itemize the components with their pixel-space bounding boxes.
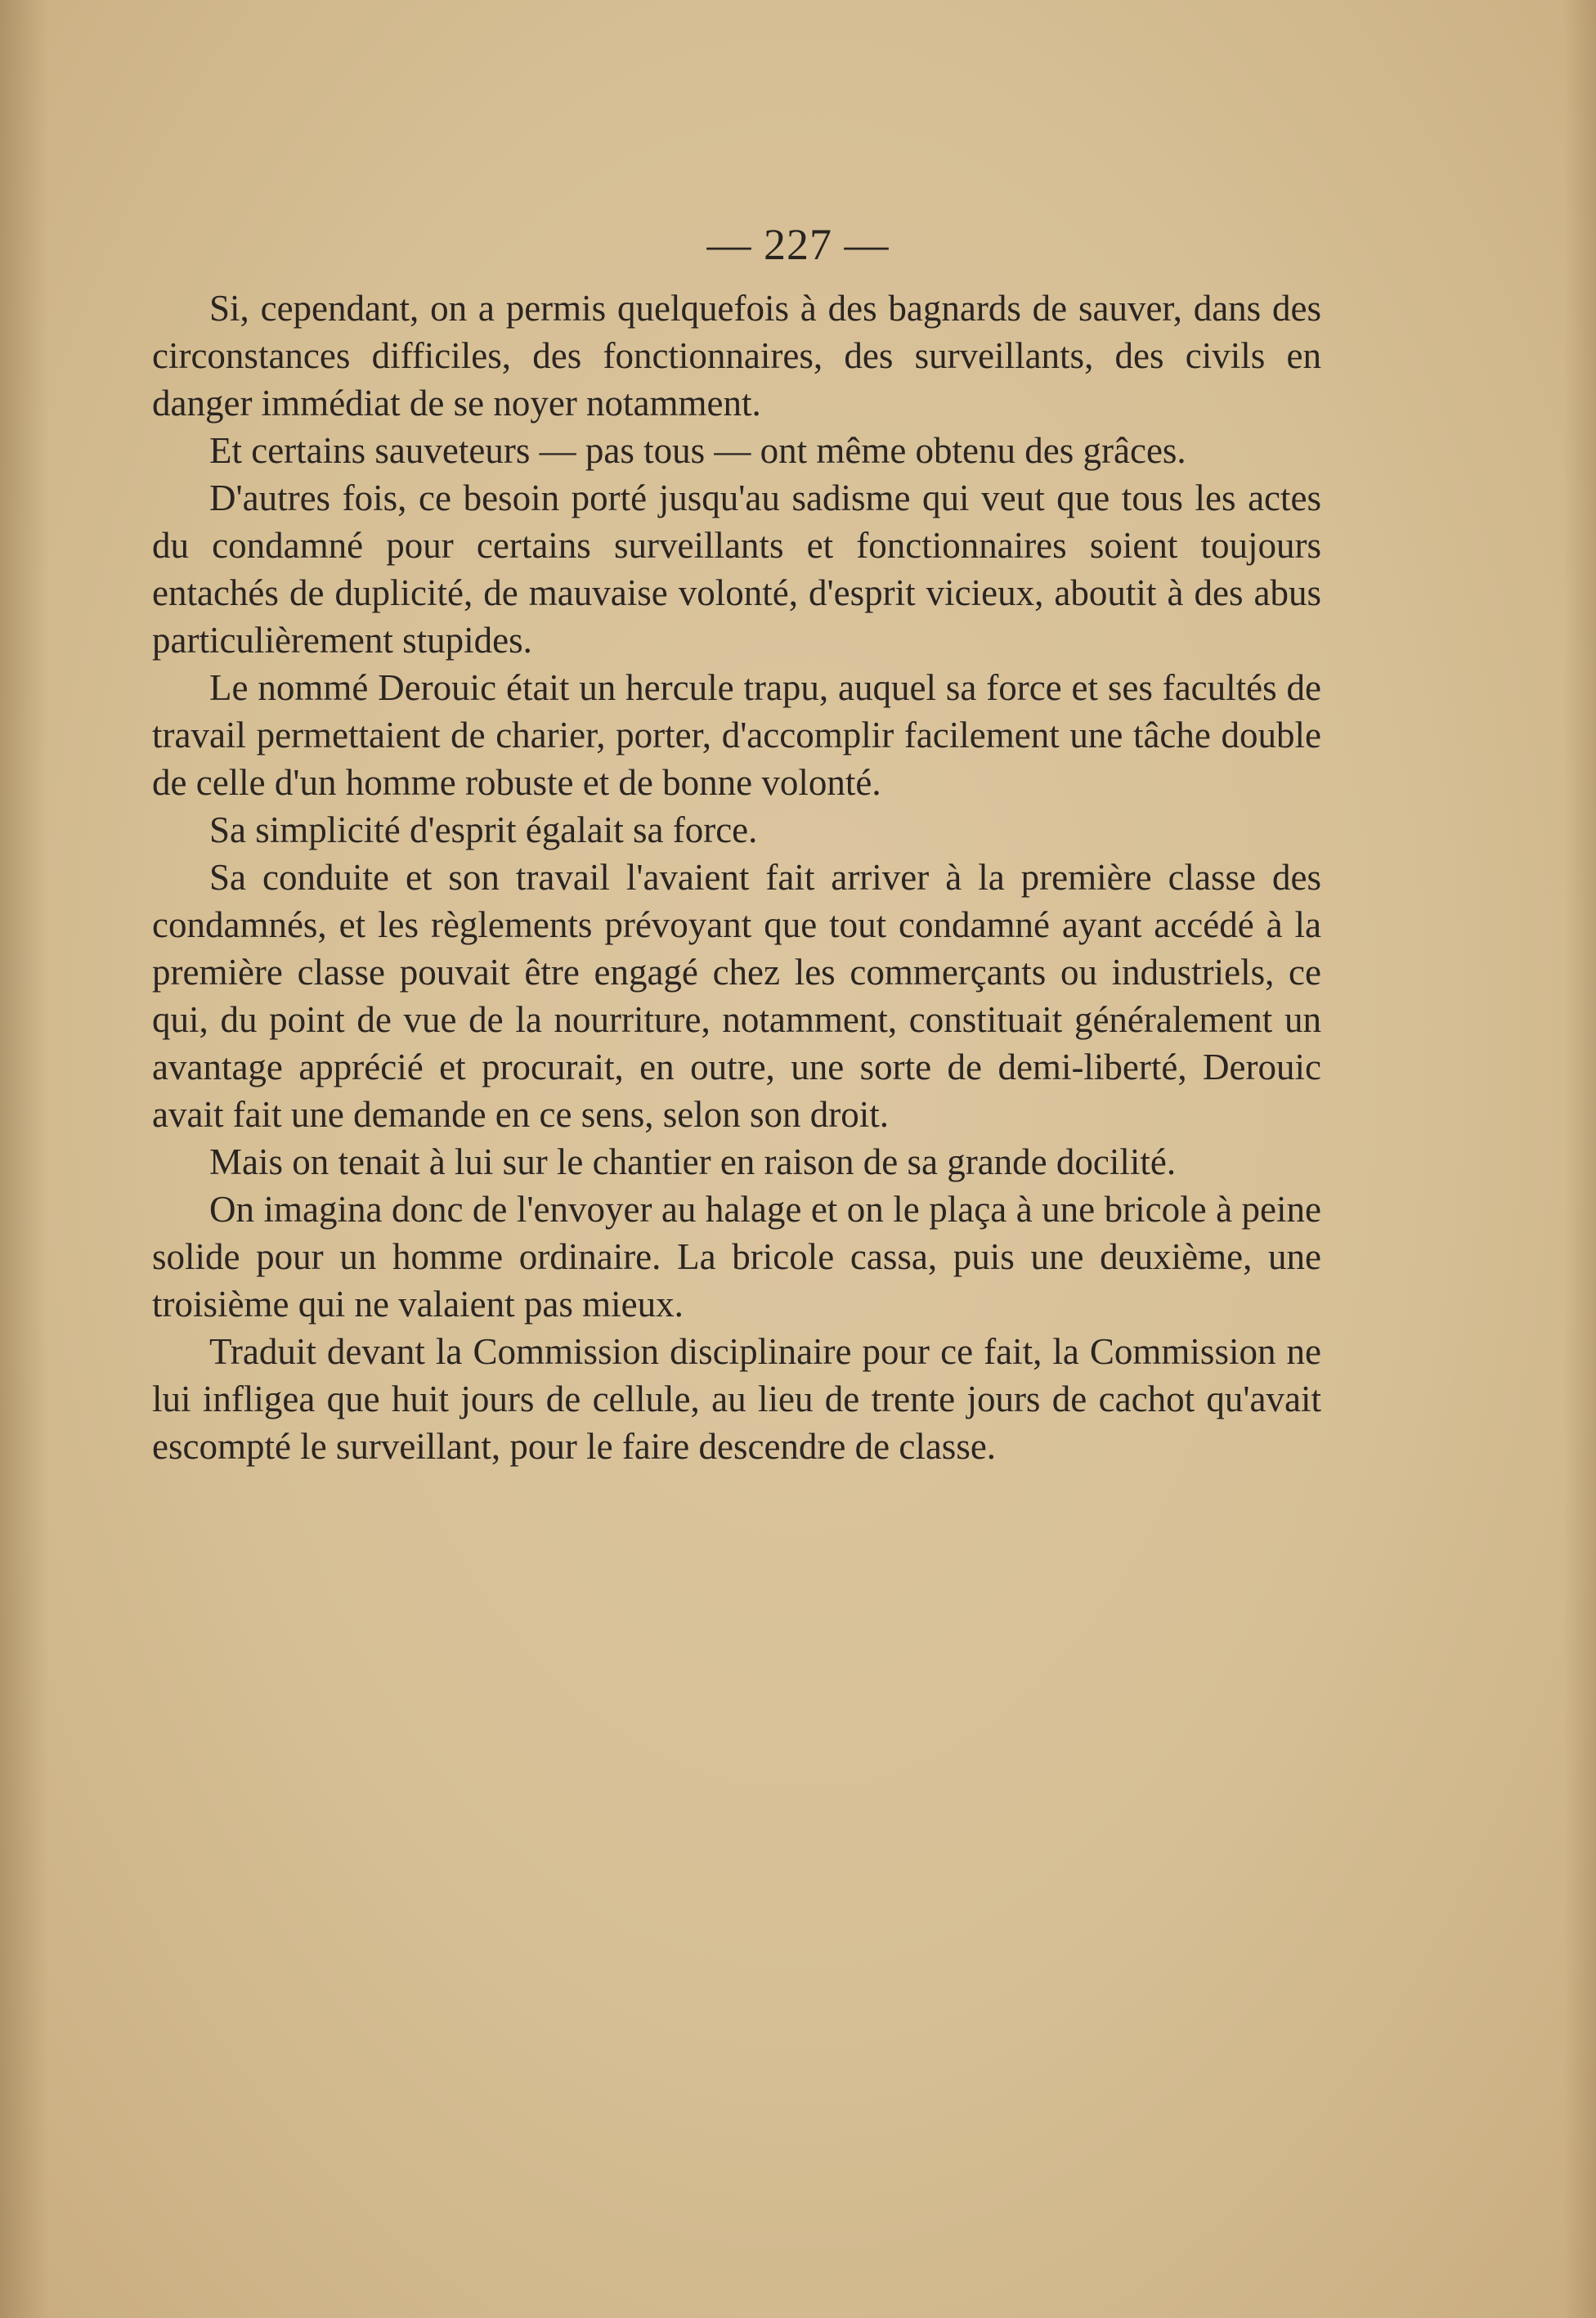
paragraph: Sa conduite et son travail l'avaient fait arriver à la première classe des condamnés, et les règlements prévoyant que tout condamné ayant accédé à la première classe pouvait être engagé chez les commerçants ou industriels, ce qui, du point de vue de la nourriture, notamment, constituait généralement un avantage apprécié et procurait, en outre, une sorte de demi-liberté, Derouic avait fait une demande en ce sens, selon son droit. [152,857,1321,1135]
paragraph: Traduit devant la Commission disciplinaire pour ce fait, la Commission ne lui infligea que huit jours de cellule, au lieu de trente jours de cachot qu'avait escompté le surveillant, pour le faire descendre de classe. [152,1331,1321,1467]
paragraph: D'autres fois, ce besoin porté jusqu'au sadisme qui veut que tous les actes du condamné pour certains surveillants et fonctionnaires soient toujours entachés de duplicité, de mauvaise volonté, d'esprit vicieux, aboutit à des abus particulièrement stupides. [152,477,1321,661]
paragraph: Sa simplicité d'esprit égalait sa force. [209,809,758,850]
paragraph: Le nommé Derouic était un hercule trapu, auquel sa force et ses facultés de travail permettaient de charier, porter, d'accomplir facilement une tâche double de celle d'un homme robuste et de bonne volonté. [152,667,1321,803]
paragraph: Et certains sauveteurs — pas tous — ont même obtenu des grâces. [209,430,1186,471]
paragraph: On imagina donc de l'envoyer au halage et on le plaça à une bricole à peine solide pour un homme ordinaire. La bricole cassa, puis une deuxième, une troisième qui ne valaient pas mieux. [152,1189,1321,1325]
page-number: — 227 — [706,220,890,269]
paragraph: Si, cependant, on a permis quelquefois à des bagnards de sauver, dans des circonstances difficiles, des fonctionnaires, des surveillants, des civils en danger immédiat de se noyer notamment. [152,288,1321,424]
paragraph: Mais on tenait à lui sur le chantier en raison de sa grande docilité. [209,1141,1177,1182]
page-text [152,285,1321,1470]
